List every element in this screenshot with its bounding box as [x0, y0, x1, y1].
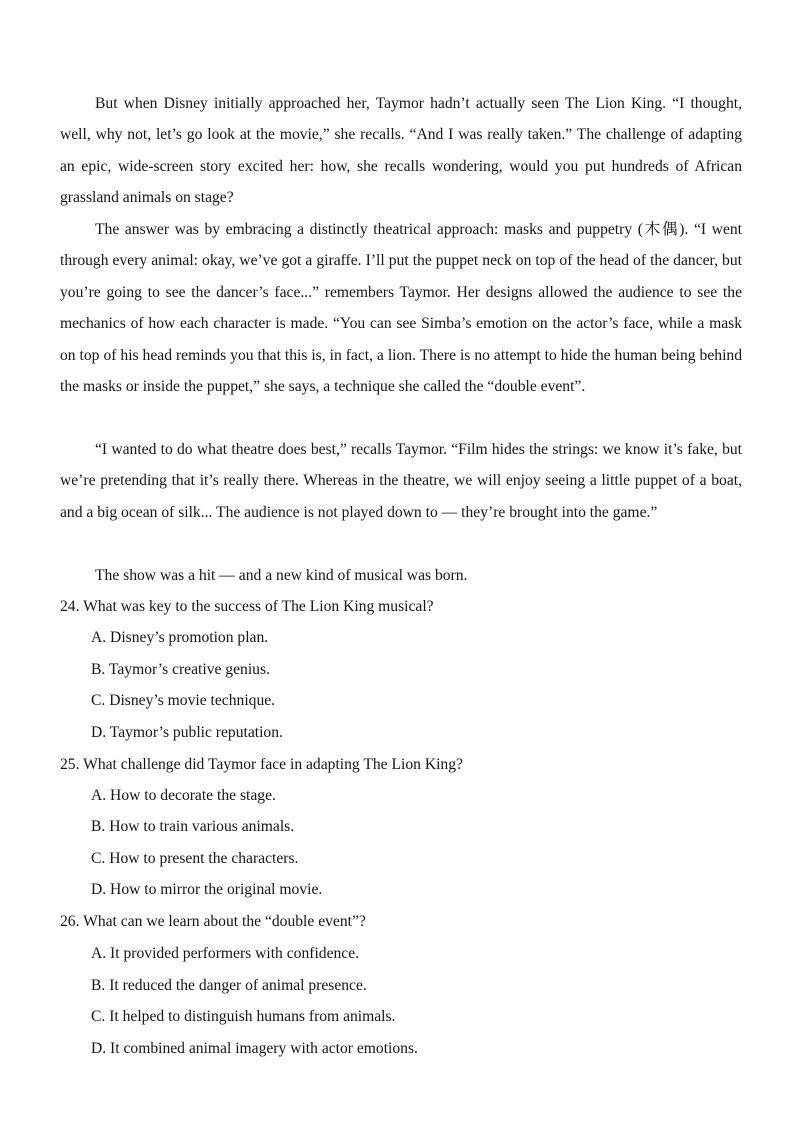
question-26-option-a: A. It provided performers with confidence.: [91, 945, 360, 962]
question-24-option-a: A. Disney’s promotion plan.: [91, 629, 269, 646]
passage-paragraph-1: But when Disney initially approached her, Taymor hadn’t actually seen The Lion King. “I thought, well, why not, let’s go look at the movie,” she recalls. “And I was really taken.” The challenge of adapting an epic, wide-screen story excited her: how, she recalls wondering, would you put hundreds of African grassland animals on stage?: [60, 95, 742, 207]
question-26-stem: 26. What can we learn about the “double event”?: [60, 913, 366, 930]
question-24-option-d: D. Taymor’s public reputation.: [91, 724, 283, 741]
question-25-option-b: B. How to train various animals.: [91, 818, 295, 835]
question-25-stem: 25. What challenge did Taymor face in adapting The Lion King?: [60, 756, 463, 773]
passage-paragraph-3: “I wanted to do what theatre does best,” recalls Taymor. “Film hides the strings: we know it’s fake, but we’re pretending that it’s really there. Whereas in the theatre, we will enjoy seeing a little puppet of a boat, and a big ocean of silk... The audience is not played down to — they’re brought into the game.”: [60, 441, 742, 521]
passage-paragraph-4: The show was a hit — and a new kind of musical was born.: [95, 567, 468, 584]
question-24-option-b: B. Taymor’s creative genius.: [91, 661, 270, 678]
question-24-option-c: C. Disney’s movie technique.: [91, 692, 276, 709]
question-26-option-b: B. It reduced the danger of animal presence.: [91, 977, 367, 994]
question-25-option-c: C. How to present the characters.: [91, 850, 299, 867]
question-26-option-c: C. It helped to distinguish humans from animals.: [91, 1008, 396, 1025]
question-25-option-a: A. How to decorate the stage.: [91, 787, 276, 804]
passage-paragraph-2: The answer was by embracing a distinctly theatrical approach: masks and puppetry (木偶). “I went through every animal: okay, we’ve got a giraffe. I’ll put the puppet neck on top of the head of the dancer, but you’re going to see the dancer’s face...” remembers Taymor. Her designs allowed the audience to see the mechanics of how each character is made. “You can see Simba’s emotion on the actor’s face, while a mask on top of his head reminds you that this is, in fact, a lion. There is no attempt to hide the human being behind the masks or inside the puppet,” she says, a technique she called the “double event”.: [60, 221, 742, 396]
question-24-stem: 24. What was key to the success of The Lion King musical?: [60, 598, 434, 615]
question-26-option-d: D. It combined animal imagery with actor emotions.: [91, 1040, 418, 1057]
question-25-option-d: D. How to mirror the original movie.: [91, 881, 323, 898]
